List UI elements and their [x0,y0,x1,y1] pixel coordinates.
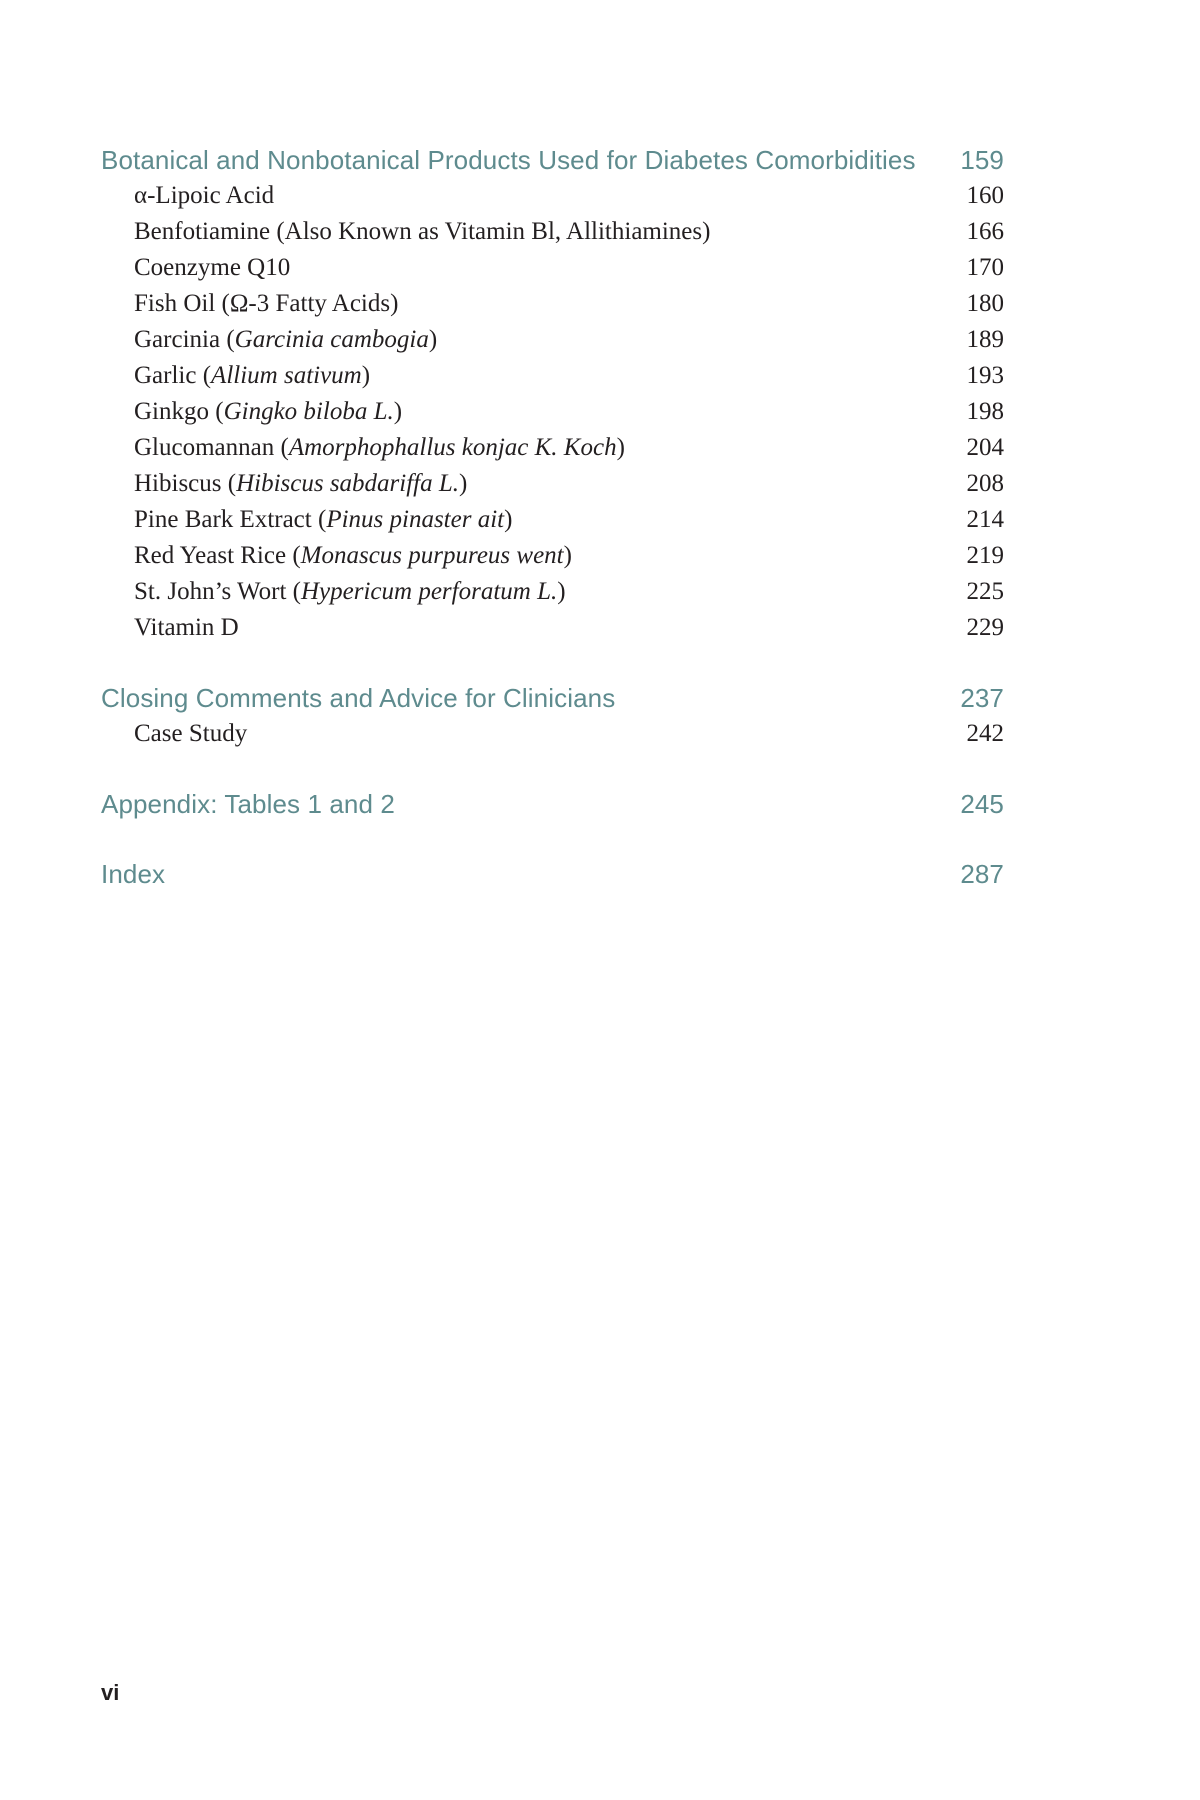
entry-latin-name: Pinus pinaster ait [326,506,505,533]
entry-page-number: 198 [966,398,1004,425]
entry-page-number: 219 [966,542,1004,569]
entry-common-name: Glucomannan [134,434,275,461]
entry-page-number: 180 [966,290,1004,317]
toc-entry [101,610,1004,646]
entry-common-name: St. John’s Wort [134,578,287,605]
toc-entry [101,574,1004,610]
section-page-number: 287 [960,859,1004,889]
entry-title: α-Lipoic Acid [134,182,275,209]
entry-title: Pine Bark Extract (Pinus pinaster ait) [134,506,513,533]
toc-section-heading [101,142,1004,178]
entry-title: St. John’s Wort (Hypericum perforatum L.) [134,578,566,605]
section-page-number: 159 [960,145,1004,175]
entry-title: Coenzyme Q10 [134,254,291,281]
section-title: Index [101,859,166,889]
toc-entry [101,178,1004,214]
toc-entry [101,322,1004,358]
entry-latin-name: Allium sativum [211,362,362,389]
toc-entry [101,250,1004,286]
entry-page-number: 208 [966,470,1004,497]
entry-latin-name: Garcinia cambogia [234,326,429,353]
toc-entry [101,286,1004,322]
entry-common-name: Red Yeast Rice [134,542,287,569]
toc-entry [101,538,1004,574]
entry-page-number: 225 [966,578,1004,605]
toc-entry [101,358,1004,394]
entry-title: Red Yeast Rice (Monascus purpureus went) [134,542,572,569]
entry-page-number: 204 [966,434,1004,461]
section-title: Appendix: Tables 1 and 2 [101,789,395,819]
section-page-number: 237 [960,683,1004,713]
entry-page-number: 189 [966,326,1004,353]
entry-page-number: 170 [966,254,1004,281]
section-page-number: 245 [960,789,1004,819]
entry-latin-name: Hibiscus sabdariffa L. [236,470,460,497]
entry-page-number: 229 [966,614,1004,641]
entry-title: Ginkgo (Gingko biloba L.) [134,398,403,425]
entry-latin-name: Hypericum perforatum L. [301,578,558,605]
toc-entry [101,430,1004,466]
toc-section-heading [101,680,1004,716]
entry-title: Hibiscus (Hibiscus sabdariffa L.) [134,470,468,497]
entry-title: Garlic (Allium sativum) [134,362,371,389]
toc-section-heading [101,786,1004,822]
entry-latin-name: Amorphophallus konjac K. Koch [288,434,617,461]
toc-entry [101,466,1004,502]
entry-title: Garcinia (Garcinia cambogia) [134,326,438,353]
entry-title: Fish Oil (Ω-3 Fatty Acids) [134,290,399,317]
toc-entry [101,394,1004,430]
page-folio: vi [101,1680,120,1705]
entry-common-name: Garcinia [134,326,221,353]
entry-title: Vitamin D [134,614,239,641]
entry-common-name: Garlic [134,362,197,389]
entry-common-name: Hibiscus [134,470,222,497]
entry-page-number: 166 [966,218,1004,245]
toc-section-heading [101,856,1004,892]
table-of-contents [101,142,1004,892]
entry-common-name: Pine Bark Extract [134,506,312,533]
entry-title: Case Study [134,720,248,747]
entry-common-name: Ginkgo [134,398,209,425]
entry-latin-name: Gingko biloba L. [223,398,394,425]
entry-title: Benfotiamine (Also Known as Vitamin Bl, Allithiamines) [134,218,711,245]
toc-entry [101,502,1004,538]
toc-entry [101,716,1004,752]
section-title: Closing Comments and Advice for Clinicians [101,683,616,713]
entry-page-number: 214 [966,506,1004,533]
toc-entry [101,214,1004,250]
entry-page-number: 193 [966,362,1004,389]
entry-page-number: 242 [966,720,1004,747]
entry-title: Glucomannan (Amorphophallus konjac K. Koch) [134,434,625,461]
entry-latin-name: Monascus purpureus went [300,542,564,569]
entry-page-number: 160 [966,182,1004,209]
section-title: Botanical and Nonbotanical Products Used for Diabetes Comorbidities [101,145,916,175]
